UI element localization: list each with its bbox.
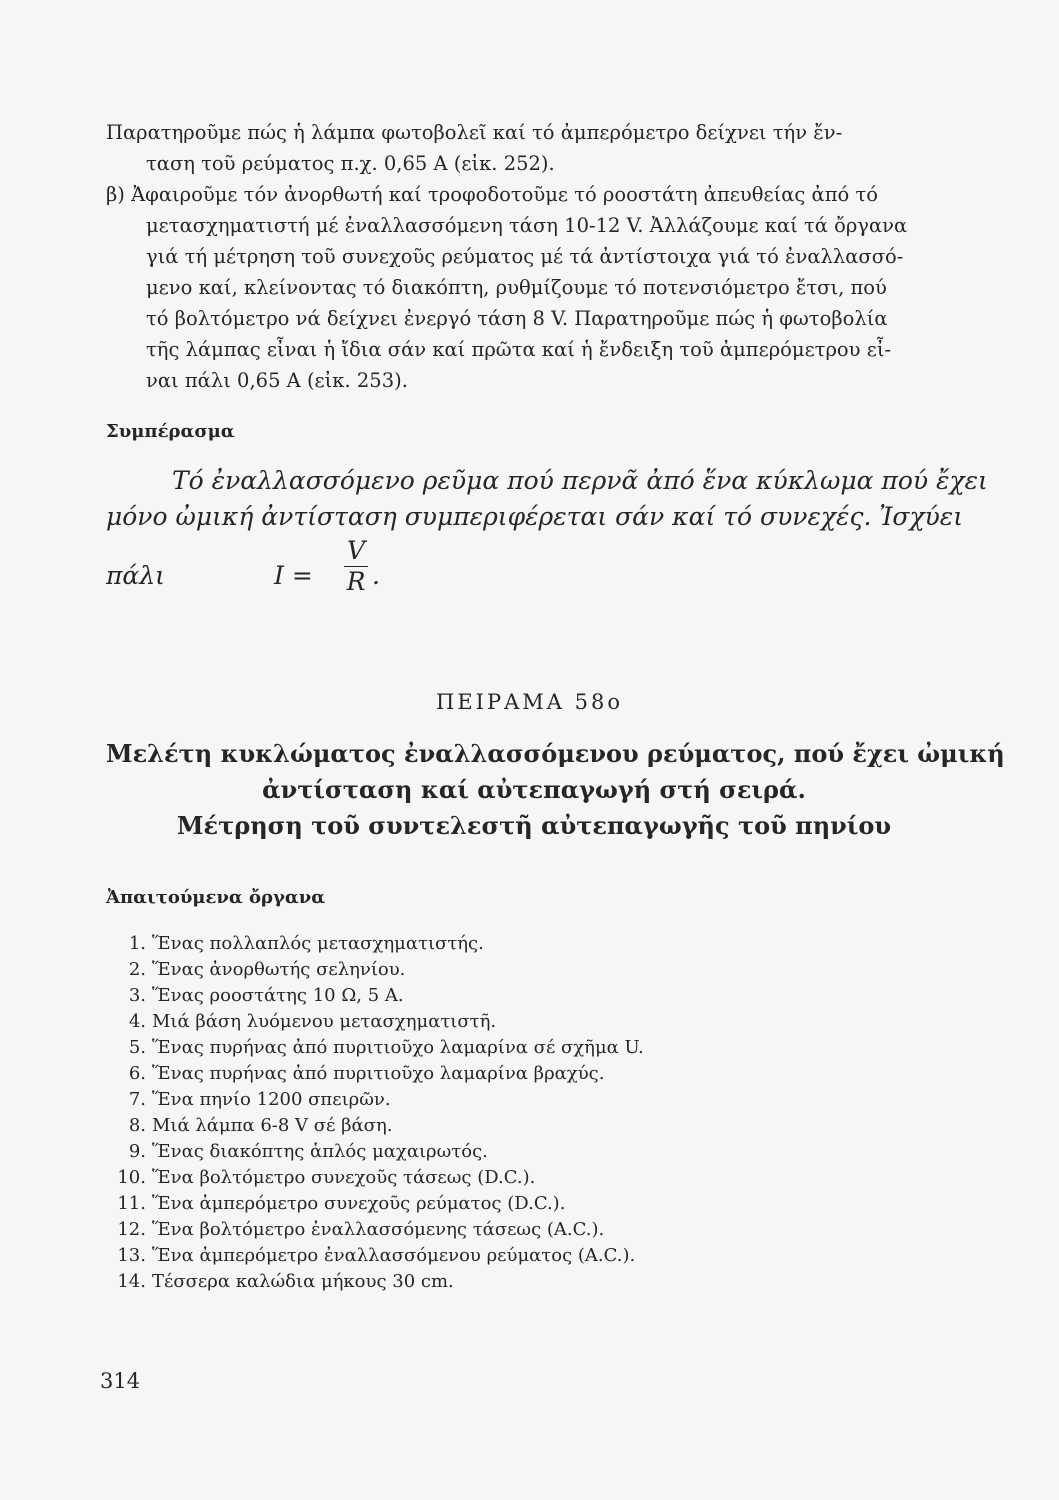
formula-suffix: .: [372, 561, 380, 590]
text-line: μενο καί, κλείνοντας τό διακόπτη, ρυθμίζουμε τό ποτενσιόμετρο ἔτσι, πού: [146, 276, 887, 299]
list-item: 4. Μιά βάση λυόμενου μετασχηματιστῆ.: [128, 1011, 497, 1032]
conclusion-heading: Συμπέρασμα: [106, 421, 235, 442]
experiment-heading: [106, 736, 1005, 844]
text-line: Τό ἐναλλασσόμενο ρεῦμα πού περνᾶ ἀπό ἕνα κύκλωμα πού ἔχει: [172, 466, 988, 495]
list-item: 5. Ἕνας πυρήνας ἀπό πυριτιοῦχο λαμαρίνα σέ σχῆμα U.: [128, 1037, 644, 1058]
text-line: μόνο ὠμική ἀντίσταση συμπεριφέρεται σάν καί τό συνεχές. Ἰσχύει: [106, 502, 964, 531]
text-line: μετασχηματιστή μέ ἐναλλασσόμενη τάση 10-12 V. Ἀλλάζουμε καί τά ὄργανα: [146, 214, 908, 237]
list-item: 7. Ἕνα πηνίο 1200 σπειρῶν.: [128, 1089, 391, 1110]
list-item: 11. Ἕνα ἀμπερόμετρο συνεχοῦς ρεύματος (D.C.).: [117, 1193, 566, 1214]
paragraph-ac-measurement: [106, 179, 962, 396]
experiment-title: ΠΕΙΡΑΜΑ 58ο: [436, 690, 623, 714]
text-line: τῆς λάμπας εἶναι ἡ ἴδια σάν καί πρῶτα καί ἡ ἔνδειξη τοῦ ἀμπερόμετρου εἶ-: [146, 338, 892, 361]
list-item: 8. Μιά λάμπα 6-8 V σέ βάση.: [128, 1115, 393, 1136]
text-line: ναι πάλι 0,65 Α (εἰκ. 253).: [146, 369, 408, 392]
list-item: 2. Ἕνας ἀνορθωτής σεληνίου.: [128, 959, 406, 980]
formula-denominator: R: [346, 567, 366, 596]
list-item: 13. Ἕνα ἀμπερόμετρο ἐναλλασσόμενου ρεύματος (A.C.).: [117, 1245, 636, 1266]
list-item: 12. Ἕνα βολτόμετρο ἐναλλασσόμενης τάσεως (A.C.).: [117, 1219, 605, 1240]
heading-line: Μέτρηση τοῦ συντελεστῆ αὐτεπαγωγῆς τοῦ πηνίου: [176, 811, 892, 840]
list-item: 3. Ἕνας ροοστάτης 10 Ω, 5 Α.: [128, 985, 404, 1006]
page-number: 314: [100, 1369, 141, 1393]
list-item: 9. Ἕνας διακόπτης ἁπλός μαχαιρωτός.: [128, 1141, 488, 1162]
formula-fraction: [344, 536, 368, 597]
list-item: 6. Ἕνας πυρήνας ἀπό πυριτιοῦχο λαμαρίνα βραχύς.: [128, 1063, 605, 1084]
equipment-list: [106, 931, 644, 1295]
list-item: 1. Ἕνας πολλαπλός μετασχηματιστής.: [128, 933, 484, 954]
paragraph-lamp-observation: [106, 117, 962, 179]
required-equipment-heading: Ἀπαιτούμενα ὄργανα: [106, 887, 326, 908]
formula-lhs: I =: [274, 561, 313, 590]
formula-prefix: πάλι: [106, 561, 165, 590]
heading-line: Μελέτη κυκλώματος ἐναλλασσόμενου ρεύματος, πού ἔχει ὠμική: [106, 739, 1005, 768]
text-line: Παρατηροῦμε πώς ἡ λάμπα φωτοβολεῖ καί τό ἀμπερόμετρο δείχνει τήν ἔν-: [106, 121, 843, 144]
conclusion-text: [106, 463, 988, 535]
heading-line: ἀντίσταση καί αὐτεπαγωγή στή σειρά.: [262, 775, 806, 804]
text-line: β) Ἀφαιροῦμε τόν ἀνορθωτή καί τροφοδοτοῦμε τό ροοστάτη ἀπευθείας ἀπό τό: [106, 183, 878, 206]
list-item: 10. Ἕνα βολτόμετρο συνεχοῦς τάσεως (D.C.).: [117, 1167, 536, 1188]
text-line: τό βολτόμετρο νά δείχνει ἐνεργό τάση 8 V. Παρατηροῦμε πώς ἡ φωτοβολία: [146, 307, 888, 330]
formula-numerator: V: [346, 536, 366, 565]
text-line: ταση τοῦ ρεύματος π.χ. 0,65 Α (εἰκ. 252).: [146, 152, 555, 175]
text-line: γιά τή μέτρηση τοῦ συνεχοῦς ρεύματος μέ τά ἀντίστοιχα γιά τό ἐναλλασσό-: [146, 245, 904, 268]
list-item: 14. Τέσσερα καλώδια μήκους 30 cm.: [117, 1271, 454, 1292]
